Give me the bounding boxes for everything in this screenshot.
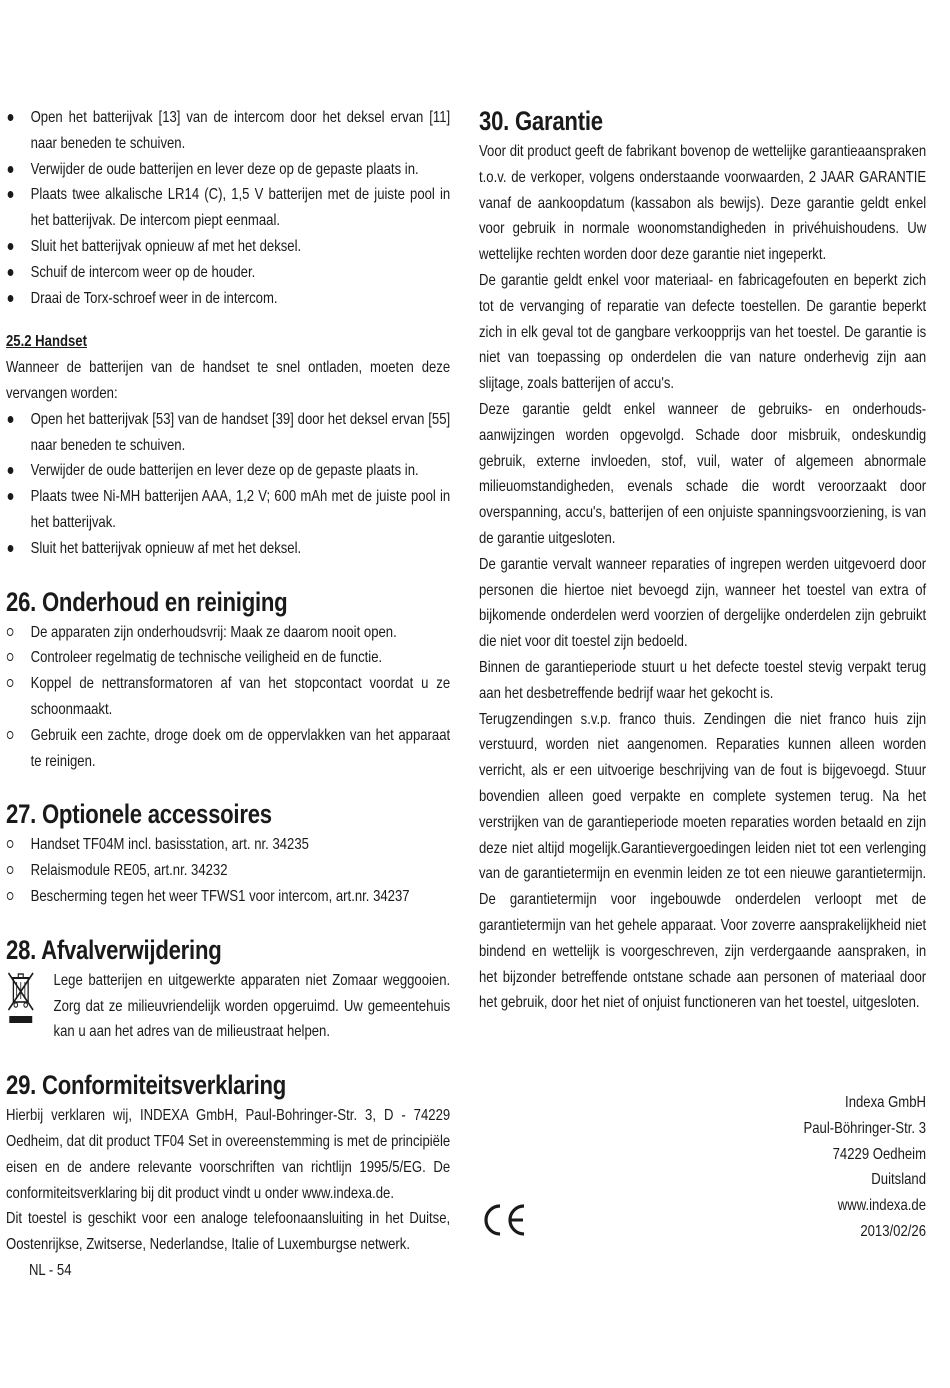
address-country: Duitsland	[871, 1171, 926, 1189]
bullet-dot-icon	[8, 493, 14, 500]
bullet-ring-icon	[7, 653, 14, 661]
bullet-dot-icon	[8, 166, 14, 173]
bullet-ring-icon	[7, 866, 14, 874]
accessories-list	[6, 832, 450, 909]
conformity-heading: 29. Conformiteitsverklaring	[6, 1070, 287, 1101]
accessories-heading: 27. Optionele accessoires	[6, 799, 272, 830]
disposal-text: Lege batterijen en uitgewerkte apparaten niet Zomaar weggooien. Zorg dat ze milieuvriendelijk worden opgeruimd. Uw gemeentehuis kan u aan het adres van de milieustraat helpen.	[53, 971, 451, 1041]
conformity-paragraph: Dit toestel is geschikt voor een analoge telefoonaansluiting in het Duitse, Oostenrijkse, Zwitserse, Nederlandse, Italie of Luxemburgse netwerk.	[6, 1210, 451, 1254]
list-item: Handset TF04M incl. basisstation, art. nr. 34235	[6, 832, 450, 858]
warranty-paragraph: De garantie vervalt wanneer reparaties of ingrepen werden uitgevoerd door personen die hiertoe niet bevoegd zijn, wanneer het toestel van extra of bijkomende onderdelen werd voorzien of dergelijke onderdelen zijn gebruikt die niet voor dit toestel zijn bedoeld.	[479, 555, 927, 651]
warranty-paragraph: Terugzendingen s.v.p. franco thuis. Zendingen die niet franco huis zijn verstuurd, worden niet aangenomen. Reparaties kunnen alleen worden verricht, als er een uitvoerige beschrijving van de fout is bijgevoegd. Stuur bovendien alleen goed verpakte en complete systemen terug. Na het verstrijken van de garantieperiode moeten reparaties worden betaald en zijn deze niet altijd mogelijk.Garantievergoedingen leiden niet tot een verlenging van de garantietermijn en evenmin leiden ze tot een nieuwe garantietermijn. De garantietermijn voor ingebouwde onderdelen verloopt met de garantietermijn van het gehele apparaat. Voor zoverre aansprakelijkheid niet bindend en wettelijk is voorgeschreven, zijn verdergaande aanspraken, in het bijzonder betreffende ontstane schade aan personen of materiaal door het gebruik, door het niet of onjuist functioneren van het toestel, uitgesloten.	[479, 710, 927, 1012]
list-item: Bescherming tegen het weer TFWS1 voor intercom, art.nr. 34237	[6, 884, 450, 910]
handset-steps	[6, 407, 450, 562]
bullet-dot-icon	[8, 243, 14, 250]
bullet-dot-icon	[8, 114, 14, 121]
list-item: Koppel de nettransformatoren af van het stopcontact voordat u ze schoonmaakt.	[6, 671, 450, 723]
bullet-ring-icon	[7, 679, 14, 687]
handset-subtitle: 25.2 Handset	[6, 333, 87, 351]
list-item: Draai de Torx-schroef weer in de intercom.	[6, 286, 450, 312]
maintenance-list	[6, 620, 450, 775]
address-city: 74229 Oedheim	[832, 1145, 926, 1163]
warranty-paragraph: De garantie geldt enkel voor materiaal- en fabricagefouten en beperkt zich tot de vervanging of reparatie van defecte toestellen. De garantie beperkt zich in elk geval tot de gangbare verkoopprijs van het toestel. De garantie is niet van toepassing op onderdelen die van nature onderhevig zijn aan slijtage, zoals batterijen of accu's.	[479, 271, 927, 393]
page-number: NL - 54	[28, 1261, 72, 1279]
list-item: Verwijder de oude batterijen en lever deze op de gepaste plaats in.	[6, 157, 450, 183]
address-date: 2013/02/26	[860, 1222, 926, 1240]
list-item: Sluit het batterijvak opnieuw af met het deksel.	[6, 234, 450, 260]
bullet-dot-icon	[8, 295, 14, 302]
handset-intro: Wanneer de batterijen van de handset te snel ontladen, moeten deze vervangen worden:	[6, 359, 451, 402]
list-item: Controleer regelmatig de technische veiligheid en de functie.	[6, 645, 450, 671]
warranty-heading: 30. Garantie	[479, 106, 603, 136]
crossed-out-bin-icon	[6, 970, 36, 1028]
bullet-ring-icon	[7, 731, 14, 739]
bullet-dot-icon	[8, 416, 14, 423]
list-item: Plaats twee Ni-MH batterijen AAA, 1,2 V; 600 mAh met de juiste pool in het batterijvak.	[6, 484, 450, 536]
bullet-dot-icon	[8, 467, 14, 474]
list-item: Open het batterijvak [53] van de handset [39] door het deksel ervan [55] naar beneden te schuiven.	[6, 407, 450, 459]
address-company: Indexa GmbH	[845, 1094, 926, 1111]
bullet-ring-icon	[7, 892, 14, 900]
disposal-heading: 28. Afvalverwijdering	[6, 934, 222, 965]
list-item: Verwijder de oude batterijen en lever deze op de gepaste plaats in.	[6, 458, 450, 484]
bullet-dot-icon	[8, 191, 14, 198]
list-item: Relaismodule RE05, art.nr. 34232	[6, 858, 450, 884]
list-item: Open het batterijvak [13] van de intercom door het deksel ervan [11] naar beneden te schuiven.	[6, 105, 450, 157]
list-item: Plaats twee alkalische LR14 (C), 1,5 V batterijen met de juiste pool in het batterijvak. De intercom piept eenmaal.	[6, 182, 450, 234]
bullet-dot-icon	[8, 545, 14, 552]
manufacturer-address	[626, 1090, 926, 1245]
warranty-paragraph: Binnen de garantieperiode stuurt u het defecte toestel stevig verpakt terug aan het desbetreffende bedrijf waar het gekocht is.	[479, 658, 927, 702]
warranty-paragraph: Voor dit product geeft de fabrikant bovenop de wettelijke garantieaanspraken t.o.v. de verkoper, volgens onderstaande voorwaarden, 2 JAAR GARANTIE vanaf de aankoopdatum (kassabon als bewijs). Deze garantie geldt enkel voor gebruik in normale woonomstandigheden in privéhuishoudens. Uw wettelijke rechten worden door deze garantie niet ingeperkt.	[479, 143, 927, 264]
bullet-ring-icon	[7, 628, 14, 636]
list-item: Sluit het batterijvak opnieuw af met het deksel.	[6, 536, 450, 562]
battery-intercom-steps	[6, 105, 450, 311]
address-street: Paul-Böhringer-Str. 3	[803, 1119, 926, 1137]
bullet-ring-icon	[7, 840, 14, 848]
warranty-paragraph: Deze garantie geldt enkel wanneer de gebruiks- en onderhouds-aanwijzingen worden opgevolgd. Schade door misbruik, ondeskundig gebruik, externe invloeden, stof, vuil, water of algemeen abnormale milieuomstandigheden, evenals schade die wordt veroorzaakt door overspanning, accu's, batterijen of een onjuiste spanningsvoorziening, is van de garantie uitgesloten.	[479, 400, 927, 547]
bullet-dot-icon	[8, 269, 14, 276]
ce-mark-icon	[480, 1200, 530, 1240]
conformity-paragraph: Hierbij verklaren wij, INDEXA GmbH, Paul-Bohringer-Str. 3, D - 74229 Oedheim, dat dit product TF04 Set in overeenstemming is met de principiële eisen en de andere relevante voorschriften van richtlijn 1995/5/EG. De conformiteitsverklaring bij dit product vindt u onder www.indexa.de.	[6, 1107, 451, 1202]
disposal-block	[6, 968, 450, 1045]
right-column	[479, 105, 926, 1016]
list-item: De apparaten zijn onderhoudsvrij: Maak ze daarom nooit open.	[6, 620, 450, 646]
left-column	[6, 105, 450, 1284]
address-website: www.indexa.de	[837, 1197, 926, 1215]
list-item: Gebruik een zachte, droge doek om de oppervlakken van het apparaat te reinigen.	[6, 723, 450, 775]
maintenance-heading: 26. Onderhoud en reiniging	[6, 586, 288, 617]
list-item: Schuif de intercom weer op de houder.	[6, 260, 450, 286]
